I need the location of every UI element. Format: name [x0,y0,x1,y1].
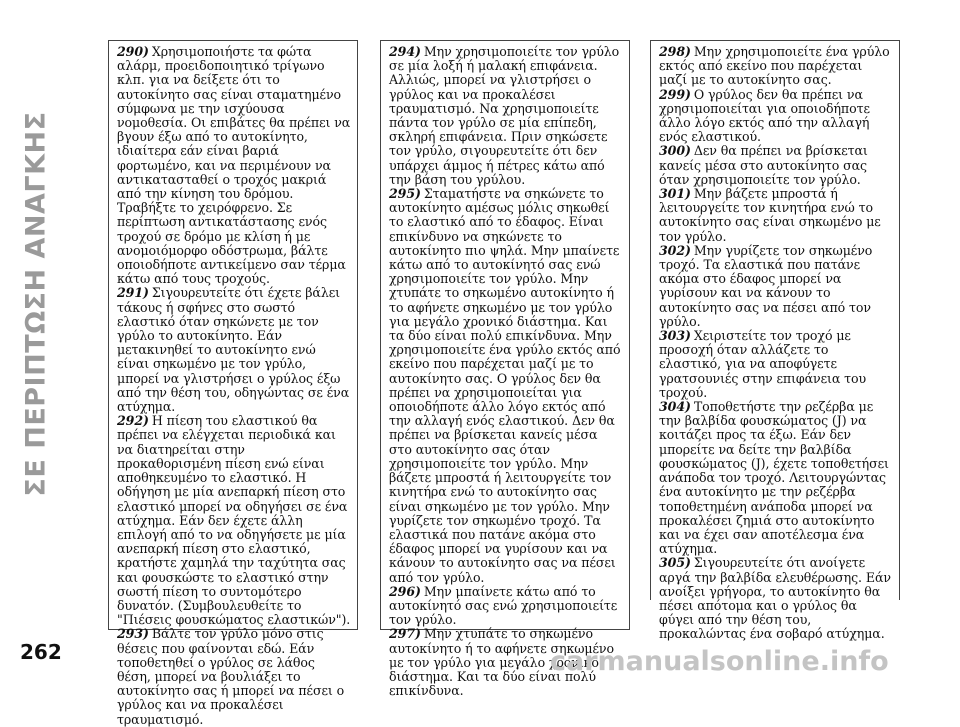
warning-number: 298) [659,44,691,59]
warning-number: 297) [389,626,421,642]
warning-text: Μην μπαίνετε κάτω από το αυτοκίνητό σας ενώ χρησιμοποιείτε τον γρύλο. [389,583,618,628]
watermark: carmanualsonline.info [550,646,889,677]
warning-paragraph [117,45,351,286]
warning-number: 291) [117,285,149,301]
warning-paragraph [659,244,893,329]
text-column-2 [380,40,630,699]
warning-number: 301) [659,186,691,202]
warning-paragraph [659,400,893,556]
warning-text: Δεν θα πρέπει να βρίσκεται κανείς μέσα στο αυτοκίνητο σας όταν χρησιμοποιείτε τον γρύλο. [659,143,868,187]
warning-paragraph [659,88,893,145]
section-title-text: ΣΕ ΠΕΡΙΠΤΩΣΗ ΑΝΑΓΚΗΣ [20,111,52,497]
warning-paragraph [659,45,893,88]
warning-text: Ο γρύλος δεν θα πρέπει να χρησιμοποιείται για οποιοδήποτε άλλο λόγο εκτός από την αλλαγή ενός ελαστικού. [659,86,870,145]
section-side-title [14,24,58,584]
warning-number: 300) [659,143,691,159]
warning-text: Βάλτε τον γρύλο μόνο στις θέσεις που φαίνονται εδώ. Εάν τοποθετηθεί ο γρύλος σε λάθος θέση, μπορεί να βουλιάξει το αυτοκίνητο σας ή μπορεί να πέσει ο γρύλος και να προκαλέσει τραυματισμό. [117,626,345,727]
warning-paragraph [117,627,351,726]
warning-number: 296) [389,583,421,599]
warning-paragraph [659,144,893,187]
warning-text: Μην χρησιμοποιείτε ένα γρύλο εκτός από εκείνο που παρέχεται μαζί με το αυτοκίνητο σας. [659,44,890,88]
warning-paragraph [117,286,351,414]
warning-text: Μην γυρίζετε τον σηκωμένο τροχό. Τα ελαστικά που πατάνε ακόμα στο έδαφος μπορεί να γυρίσουν και να κάνουν το αυτοκίνητο σας να πέσει από τον γρύλο. [659,242,873,329]
warning-number: 303) [659,328,691,344]
warning-paragraph [659,556,893,641]
warning-number: 293) [117,626,149,642]
warning-text: Η πίεση του ελαστικού θα πρέπει να ελέγχεται περιοδικά και να διατηρείται στην προκαθορισμένη πίεση ενώ είναι αποθηκευμένο το ελαστικό. Η οδήγηση με μία ανεπαρκή πίεση στο ελαστικό μπορεί να οδηγήσει σε ένα ατύχημα. Εάν δεν έχετε άλλη επιλογή από το να οδηγήσετε με μία ανεπαρκή πίεση στο ελαστικό, κρατήστε χαμηλά την ταχύτητα σας και φουσκώστε το ελαστικό στην σωστή πίεση το συντομότερο δυνατόν. (Συμβουλευθείτε το "Πιέσεις φουσκώματος ελαστικών"). [117,413,351,628]
warning-number: 294) [389,44,421,59]
warning-paragraph [389,585,623,628]
warning-text: Μην βάζετε μπροστά ή λειτουργείτε τον κινητήρα ενώ το αυτοκίνητο σας είναι σηκωμένο με τον γρύλο. [659,186,881,244]
warning-text: Χειριστείτε τον τροχό με προσοχή όταν αλλάζετε το ελαστικό, για να αποφύγετε γρατσουνιές στην επιφάνεια του τροχού. [659,328,867,400]
warning-paragraph [389,187,623,585]
warning-paragraph [389,45,623,187]
warning-number: 290) [117,44,149,59]
warning-paragraph [659,187,893,244]
warning-text: Σταματήστε να σηκώνετε το αυτοκίνητο αμέσως μόλις σηκωθεί το ελαστικό από το έδαφος. Είναι επικίνδυνο να σηκώνετε το αυτοκίνητο πιο ψηλά. Μην μπαίνετε κάτω από το αυτοκίνητό σας ενώ χρησιμοποιείτε τον γρύλο. Μην χτυπάτε το σηκωμένο αυτοκίνητο ή το αφήνετε σηκωμένο με τον γρύλο για μεγάλο χρονικό διάστημα. Και τα δύο είναι πολύ επικίνδυνα. Μην χρησιμοποιείτε ένα γρύλο εκτός από εκείνο που παρέχεται μαζί με το αυτοκίνητο σας. Ο γρύλος δεν θα πρέπει να χρησιμοποιείται για οποιοδήποτε άλλο λόγο εκτός από την αλλαγή ενός ελαστικού. Δεν θα πρέπει να βρίσκεται κανείς μέσα στο αυτοκίνητο σας όταν χρησιμοποιείτε τον γρύλο. Μην βάζετε μπροστά ή λειτουργείτε τον κινητήρα ενώ το αυτοκίνητο σας είναι σηκωμένο με τον γρύλο. Μην γυρίζετε τον σηκωμένο τροχό. Τα ελαστικά που πατάνε ακόμα στο έδαφος μπορεί να γυρίσουν και να κάνουν το αυτοκίνητο σας να πέσει από τον γρύλο. [389,186,621,585]
warning-text: Μην χτυπάτε το σηκωμένο αυτοκίνητο ή το αφήνετε σηκωμένο με τον γρύλο για μεγάλο χρονικό διάστημα. Και τα δύο είναι πολύ επικίνδυνα. [389,626,614,699]
warning-paragraph [659,329,893,400]
page-number: 262 [20,640,62,664]
warning-number: 305) [659,555,691,571]
text-column-1 [108,40,358,727]
warning-text: Χρησιμοποιήστε τα φώτα αλάρμ, προειδοποιητικό τρίγωνο κλπ. για να δείξετε ότι το αυτοκίνητο σας είναι σταματημένο σύμφωνα με την ισχύουσα νομοθεσία. Οι επιβάτες θα πρέπει να βγουν έξω από το αυτοκίνητο, ιδιαίτερα εάν είναι βαριά φορτωμένο, και να περιμένουν να αντικατασταθεί ο τροχός μακριά από την κίνηση του δρόμου. Τραβήξτε το χειρόφρενο. Σε περίπτωση αντικατάστασης ενός τροχού σε δρόμο με κλίση ή με ανομοιόμορφο οδόστρωμα, βάλτε οποιοδήποτε αντικείμενο σαν τέρμα κάτω από τους τροχούς. [117,44,351,287]
warning-number: 295) [389,186,421,202]
warning-number: 304) [659,399,691,415]
warning-text: Μην χρησιμοποιείτε τον γρύλο σε μία λοξή ή μαλακή επιφάνεια. Αλλιώς, μπορεί να γλιστρήσει ο γρύλος και να προκαλέσει τραυματισμό. Να χρησιμοποιείτε πάντα τον γρύλο σε μία επίπεδη, σκληρή επιφάνεια. Πριν σηκώσετε τον γρύλο, σιγουρευτείτε ότι δεν υπάρχει άμμος ή πέτρες κάτω από την βάση του γρύλου. [389,44,620,187]
warning-number: 302) [659,242,691,258]
warning-text: Σιγουρευτείτε ότι ανοίγετε αργά την βαλβίδα ελευθέρωσης. Εάν ανοίξει γρήγορα, το αυτοκίνητο θα πέσει απότομα και ο γρύλος θα φύγει από την θέση του, προκαλώντας ένα σοβαρό ατύχημα. [659,555,891,642]
text-column-3 [650,40,900,642]
warning-number: 299) [659,86,691,102]
warning-number: 292) [117,413,149,429]
warning-text: Τοποθετήστε την ρεζέρβα με την βαλβίδα φουσκώματος (J) να κοιτάζει προς τα έξω. Εάν δεν μπορείτε να δείτε την βαλβίδα φουσκώματος (J), έχετε τοποθετήσει ανάποδα τον τροχό. Λειτουργώντας ένα αυτοκίνητο με την ρεζέρβα τοποθετημένη ανάποδα μπορεί να προκαλέσει ζημιά στο αυτοκίνητο και να έχει σαν αποτέλεσμα ένα ατύχημα. [659,399,889,557]
warning-text: Σιγουρευτείτε ότι έχετε βάλει τάκους ή σφήνες στο σωστό ελαστικό όταν σηκώνετε με τον γρύλο το αυτοκίνητο. Εάν μετακινηθεί το αυτοκίνητο ενώ είναι σηκωμένο με τον γρύλο, μπορεί να γλιστρήσει ο γρύλος έξω από την θέση του, οδηγώντας σε ένα ατύχημα. [117,285,350,415]
warning-paragraph [117,414,351,627]
